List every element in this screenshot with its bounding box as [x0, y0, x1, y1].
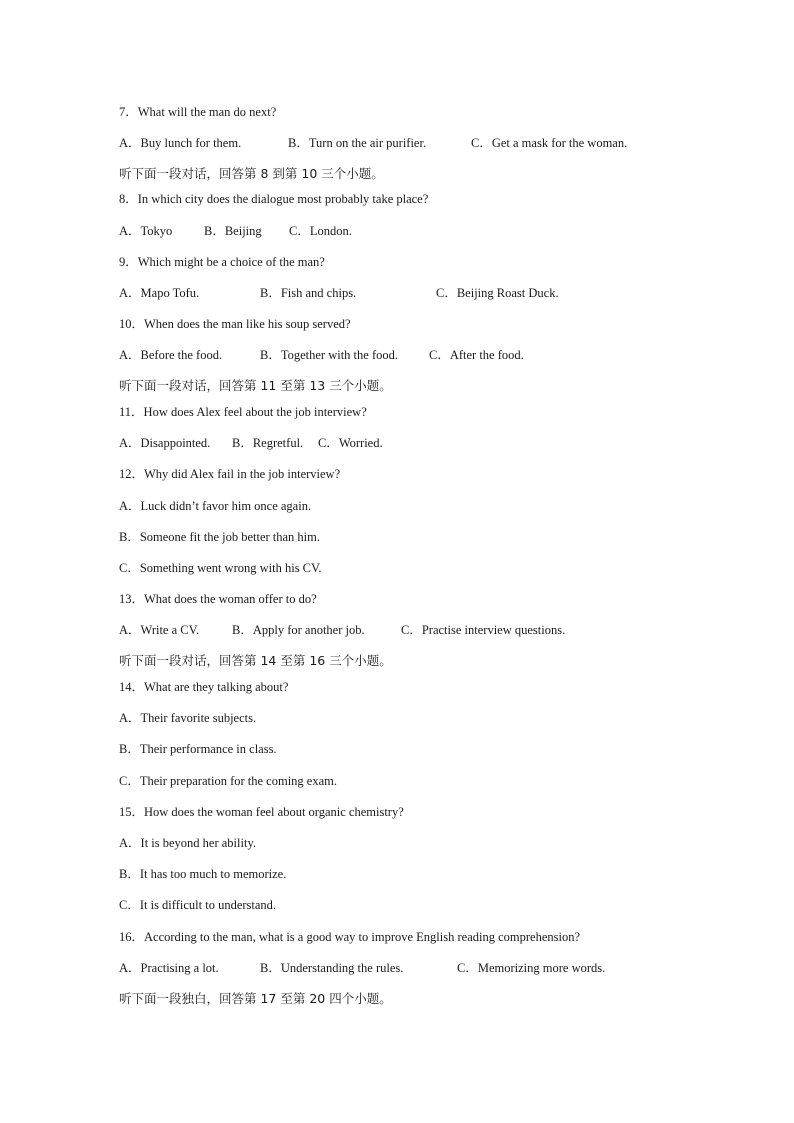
q16-option-a: A．Practising a lot.	[119, 961, 219, 975]
q10-option-b: B．Together with the food.	[260, 348, 398, 362]
q8-option-c: C．London.	[289, 224, 352, 238]
q16-option-c: C．Memorizing more words.	[457, 961, 606, 975]
question-11: 11．How does Alex feel about the job interview?	[119, 405, 367, 419]
question-14: 14．What are they talking about?	[119, 680, 289, 694]
q8-option-b: B．Beijing	[204, 224, 262, 238]
question-12: 12．Why did Alex fail in the job interview?	[119, 467, 341, 481]
q12-option-b: B．Someone fit the job better than him.	[119, 530, 321, 544]
question-13: 13．What does the woman offer to do?	[119, 592, 317, 606]
instruction-11-13: 听下面一段对话，回答第 11 至第 13 三个小题。	[119, 378, 392, 393]
q14-option-b: B．Their performance in class.	[119, 742, 277, 756]
q10-option-a: A．Before the food.	[119, 348, 223, 362]
instruction-17-20: 听下面一段独白，回答第 17 至第 20 四个小题。	[119, 991, 392, 1006]
q16-option-b: B．Understanding the rules.	[260, 961, 404, 975]
q9-option-b: B．Fish and chips.	[260, 286, 357, 300]
q11-option-a: A．Disappointed.	[119, 436, 211, 450]
question-9: 9．Which might be a choice of the man?	[119, 255, 325, 269]
q9-option-a: A．Mapo Tofu.	[119, 286, 200, 300]
q12-option-c: C．Something went wrong with his CV.	[119, 561, 322, 575]
q7-option-a: A．Buy lunch for them.	[119, 136, 242, 150]
q7-option-c: C．Get a mask for the woman.	[471, 136, 628, 150]
question-15: 15．How does the woman feel about organic chemistry?	[119, 805, 404, 819]
q13-option-c: C．Practise interview questions.	[401, 623, 566, 637]
q14-option-a: A．Their favorite subjects.	[119, 711, 257, 725]
q12-option-a: A．Luck didn’t favor him once again.	[119, 499, 312, 513]
instruction-14-16: 听下面一段对话，回答第 14 至第 16 三个小题。	[119, 653, 392, 668]
q15-option-a: A．It is beyond her ability.	[119, 836, 257, 850]
q9-option-c: C．Beijing Roast Duck.	[436, 286, 559, 300]
q13-option-a: A．Write a CV.	[119, 623, 200, 637]
q15-option-b: B．It has too much to memorize.	[119, 867, 287, 881]
question-7: 7．What will the man do next?	[119, 105, 277, 119]
q15-option-c: C．It is difficult to understand.	[119, 898, 277, 912]
q10-option-c: C．After the food.	[429, 348, 524, 362]
question-10: 10．When does the man like his soup served?	[119, 317, 351, 331]
q7-option-b: B．Turn on the air purifier.	[288, 136, 427, 150]
q11-option-c: C．Worried.	[318, 436, 383, 450]
question-16: 16．According to the man, what is a good way to improve English reading comprehension?	[119, 930, 581, 944]
q11-option-b: B．Regretful.	[232, 436, 304, 450]
instruction-8-10: 听下面一段对话，回答第 8 到第 10 三个小题。	[119, 166, 384, 181]
question-8: 8．In which city does the dialogue most probably take place?	[119, 192, 429, 206]
q13-option-b: B．Apply for another job.	[232, 623, 365, 637]
q14-option-c: C．Their preparation for the coming exam.	[119, 774, 337, 788]
q8-option-a: A．Tokyo	[119, 224, 173, 238]
